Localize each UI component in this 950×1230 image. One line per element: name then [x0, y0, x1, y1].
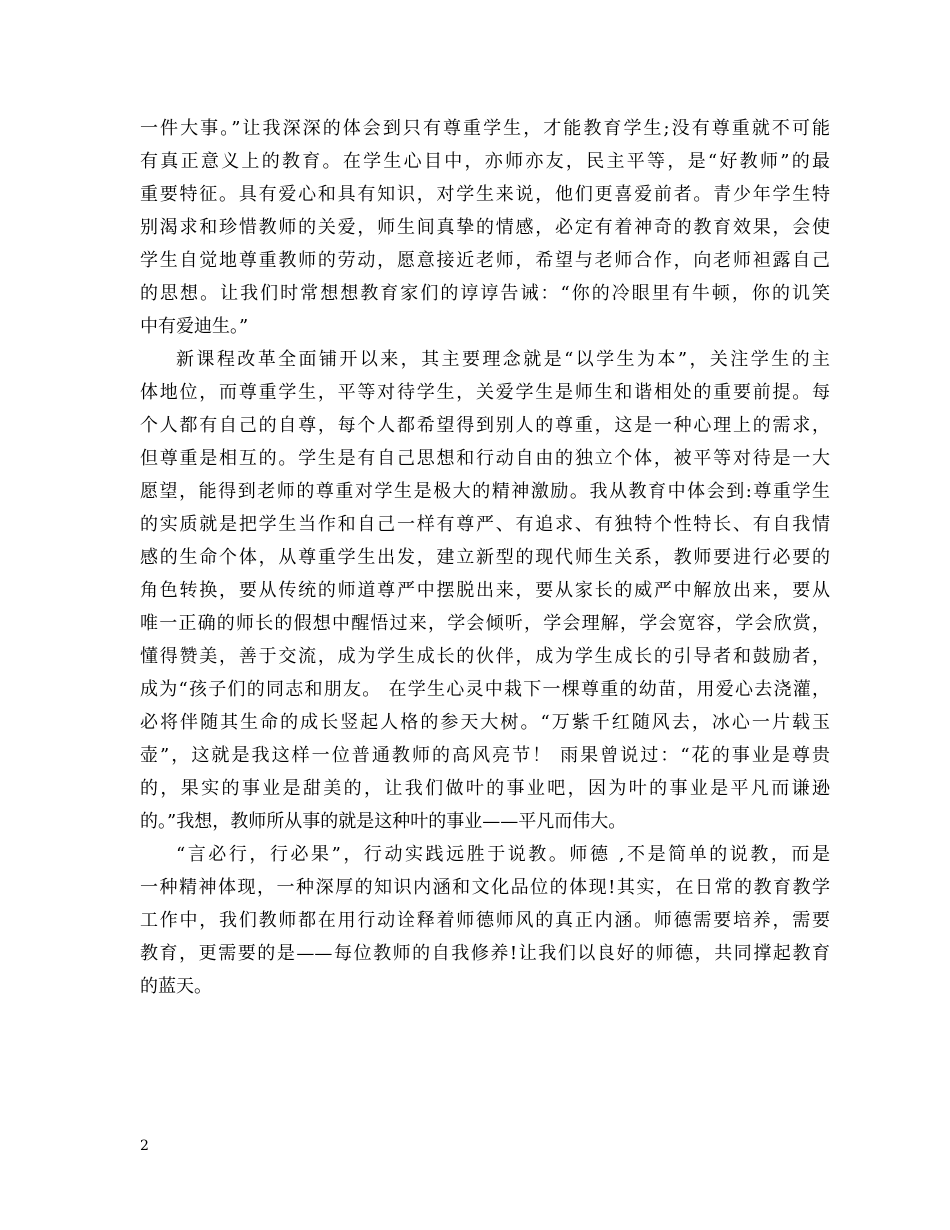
text-line: 但尊重是相互的。学生是有自己思想和行动自由的独立个体，被平等对待是一大 [140, 448, 830, 469]
text-line: 学生自觉地尊重教师的劳动，愿意接近老师，希望与老师合作，向老师袒露自己 [140, 250, 830, 271]
text-line: 体地位，而尊重学生，平等对待学生，关爱学生是师生和谐相处的重要前提。每 [140, 382, 830, 403]
page-number: 2 [140, 1138, 149, 1154]
text-line: 愿望，能得到老师的尊重对学生是极大的精神激励。我从教育中体会到:尊重学生 [140, 481, 830, 502]
text-line: 新课程改革全面铺开以来，其主要理念就是“以学生为本”，关注学生的主 [176, 349, 830, 370]
text-line: “言必行，行必果”，行动实践远胜于说教。师德 ,不是简单的说教，而是 [176, 844, 830, 865]
text-line: 懂得赞美，善于交流，成为学生成长的伙伴，成为学生成长的引导者和鼓励者， [140, 646, 830, 667]
text-line: 必将伴随其生命的成长竖起人格的参天大树。“万紫千红随风去，冰心一片载玉 [140, 712, 830, 733]
text-line: 的蓝天。 [140, 976, 212, 997]
text-line: 教育，更需要的是——每位教师的自我修养!让我们以良好的师德，共同撑起教育 [140, 943, 830, 964]
text-line: 有真正意义上的教育。在学生心目中，亦师亦友，民主平等，是“好教师”的最 [140, 151, 830, 172]
text-line: 感的生命个体，从尊重学生出发，建立新型的现代师生关系，教师要进行必要的 [140, 547, 830, 568]
text-line: 一件大事。”让我深深的体会到只有尊重学生，才能教育学生;没有尊重就不可能 [140, 118, 830, 139]
text-line: 别渴求和珍惜教师的关爱，师生间真挚的情感，必定有着神奇的教育效果，会使 [140, 217, 830, 238]
body-text [140, 112, 830, 1003]
text-line: 壶”，这就是我这样一位普通教师的高风亮节！ 雨果曾说过：“花的事业是尊贵 [140, 745, 830, 766]
text-line: 的实质就是把学生当作和自己一样有尊严、有追求、有独特个性特长、有自我情 [140, 514, 830, 535]
text-line: 成为“孩子们的同志和朋友。 在学生心灵中栽下一棵尊重的幼苗，用爱心去浇灌， [140, 679, 830, 700]
text-line: 的思想。让我们时常想想教育家们的谆谆告诫：“你的冷眼里有牛顿，你的讥笑 [140, 283, 830, 304]
text-line: 唯一正确的师长的假想中醒悟过来，学会倾听，学会理解，学会宽容，学会欣赏， [140, 613, 830, 634]
text-line: 的，果实的事业是甜美的，让我们做叶的事业吧，因为叶的事业是平凡而谦逊 [140, 778, 830, 799]
text-line: 的。”我想，教师所从事的就是这种叶的事业——平凡而伟大。 [140, 811, 627, 832]
text-line: 工作中，我们教师都在用行动诠释着师德师风的真正内涵。师德需要培养，需要 [140, 910, 830, 931]
text-line: 重要特征。具有爱心和具有知识，对学生来说，他们更喜爱前者。青少年学生特 [140, 184, 830, 205]
text-line: 一种精神体现，一种深厚的知识内涵和文化品位的体现!其实，在日常的教育教学 [140, 877, 830, 898]
text-line: 中有爱迪生。” [140, 316, 249, 337]
text-line: 角色转换，要从传统的师道尊严中摆脱出来，要从家长的威严中解放出来，要从 [140, 580, 830, 601]
text-line: 个人都有自己的自尊，每个人都希望得到别人的尊重，这是一种心理上的需求， [140, 415, 830, 436]
